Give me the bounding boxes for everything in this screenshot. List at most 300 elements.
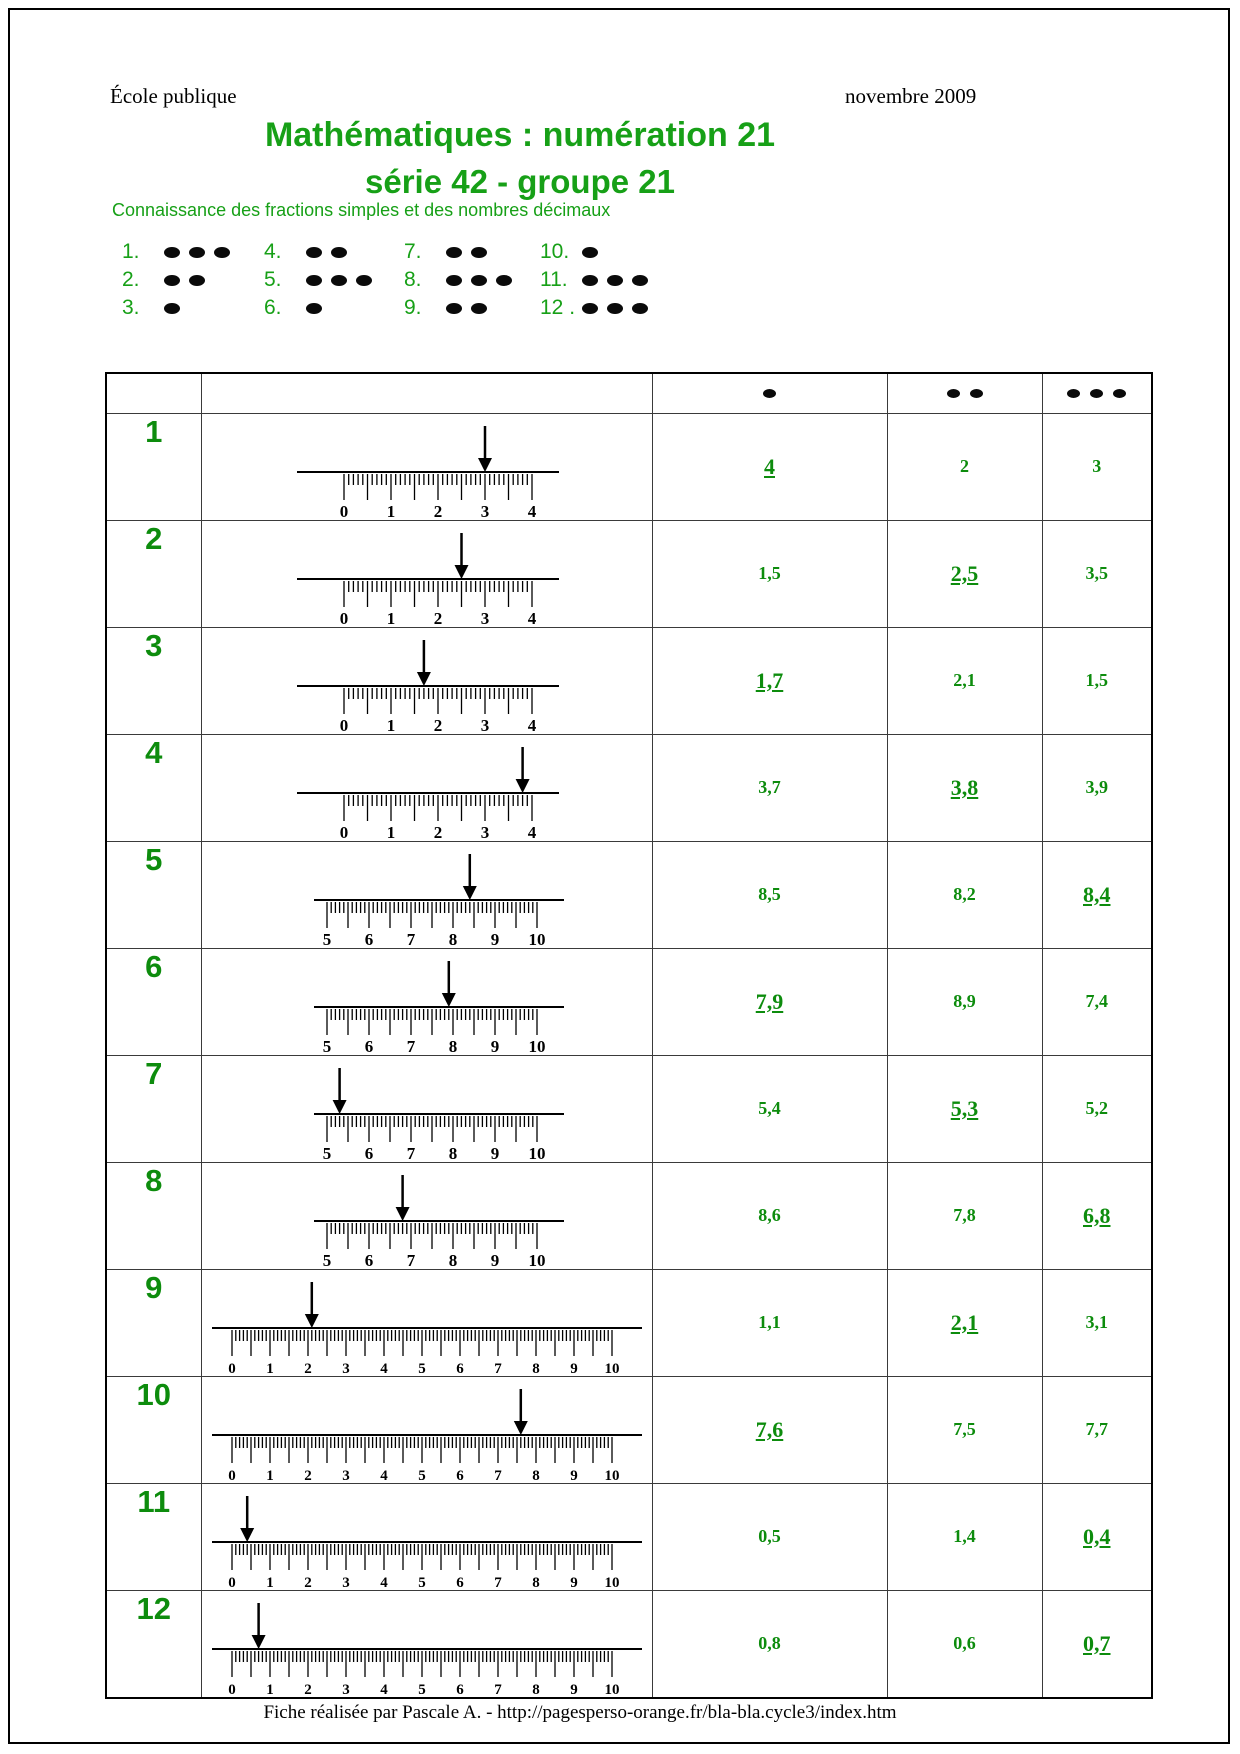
svg-text:6: 6 <box>364 1250 373 1269</box>
dot-icon <box>306 247 322 258</box>
table-row <box>106 1483 1152 1590</box>
table-header-row <box>106 373 1152 413</box>
answer-value: 3,9 <box>1085 777 1108 797</box>
answer-cell <box>652 627 887 734</box>
number-line-cell <box>201 1269 652 1376</box>
table-row <box>106 1376 1152 1483</box>
number-line <box>202 1377 652 1483</box>
answer-cell <box>1042 413 1152 520</box>
row-number: 2 <box>145 520 163 556</box>
number-line-cell <box>201 841 652 948</box>
number-line-cell <box>201 948 652 1055</box>
svg-text:6: 6 <box>455 1467 464 1483</box>
position-arrow <box>513 1389 527 1435</box>
svg-text:3: 3 <box>341 1681 350 1697</box>
svg-text:5: 5 <box>417 1574 426 1590</box>
dot-icon <box>496 275 512 286</box>
dot-icon <box>1113 389 1126 398</box>
answer-cell <box>887 1269 1042 1376</box>
number-line-svg <box>202 1484 652 1590</box>
answer-value: 3,1 <box>1085 1312 1108 1332</box>
dot-icon <box>763 389 776 398</box>
answer-value: 1,5 <box>1085 670 1108 690</box>
answer-cell <box>652 1483 887 1590</box>
svg-text:0: 0 <box>227 1360 236 1376</box>
answer-value: 2,5 <box>950 560 979 586</box>
answer-cell <box>887 1376 1042 1483</box>
svg-text:4: 4 <box>379 1360 388 1376</box>
row-number: 12 <box>136 1590 171 1626</box>
answer-key-item <box>264 266 404 294</box>
key-number: 9. <box>404 296 422 319</box>
answer-value: 0,4 <box>1083 1523 1111 1549</box>
svg-text:7: 7 <box>406 1036 415 1055</box>
number-line-svg <box>202 949 652 1055</box>
dots-group <box>653 389 887 398</box>
row-number-cell <box>106 520 201 627</box>
answer-cell <box>652 1055 887 1162</box>
position-arrow <box>332 1068 346 1114</box>
dot-icon <box>189 275 205 286</box>
svg-text:4: 4 <box>527 822 536 841</box>
svg-text:0: 0 <box>339 501 348 520</box>
dots-group <box>306 303 331 314</box>
answer-value: 8,9 <box>953 991 976 1011</box>
number-line-svg <box>202 735 652 841</box>
dot-icon <box>582 247 598 258</box>
svg-text:2: 2 <box>433 715 442 734</box>
position-arrow <box>416 640 430 686</box>
number-line <box>202 735 652 841</box>
row-number: 7 <box>145 1055 163 1091</box>
svg-text:0: 0 <box>339 822 348 841</box>
svg-text:7: 7 <box>493 1574 502 1590</box>
number-line-cell <box>201 1483 652 1590</box>
answer-value: 3,8 <box>950 774 979 800</box>
svg-text:9: 9 <box>490 929 499 948</box>
header-empty-cell <box>106 373 201 413</box>
svg-text:10: 10 <box>604 1574 619 1590</box>
svg-text:1: 1 <box>265 1360 274 1376</box>
svg-text:0: 0 <box>227 1574 236 1590</box>
dot-icon <box>607 303 623 314</box>
svg-text:1: 1 <box>386 608 395 627</box>
answer-value: 7,8 <box>953 1205 976 1225</box>
header-two-dots-cell <box>887 373 1042 413</box>
row-number-cell <box>106 1269 201 1376</box>
svg-text:10: 10 <box>528 929 545 948</box>
dots-group <box>306 247 356 258</box>
answer-cell <box>652 1590 887 1698</box>
answer-key-item <box>404 238 540 266</box>
answer-cell <box>887 627 1042 734</box>
dots-group <box>582 275 657 286</box>
answer-cell <box>1042 1055 1152 1162</box>
svg-text:5: 5 <box>322 929 331 948</box>
svg-text:7: 7 <box>406 1250 415 1269</box>
answer-value: 6,8 <box>1083 1202 1111 1228</box>
answer-value: 1,1 <box>758 1312 781 1332</box>
position-arrow <box>515 747 529 793</box>
answer-value: 0,5 <box>758 1526 781 1546</box>
header-three-dots-cell <box>1042 373 1152 413</box>
answer-cell <box>887 734 1042 841</box>
svg-text:0: 0 <box>339 608 348 627</box>
number-line-svg <box>202 1056 652 1162</box>
key-number: 7. <box>404 240 422 263</box>
svg-text:8: 8 <box>531 1574 540 1590</box>
key-number: 8. <box>404 268 422 291</box>
answer-value: 8,6 <box>758 1205 781 1225</box>
number-line <box>202 949 652 1055</box>
dot-icon <box>306 303 322 314</box>
svg-text:7: 7 <box>493 1681 502 1697</box>
svg-text:4: 4 <box>379 1574 388 1590</box>
svg-text:6: 6 <box>455 1360 464 1376</box>
svg-text:3: 3 <box>480 608 489 627</box>
svg-text:4: 4 <box>527 501 536 520</box>
svg-text:8: 8 <box>531 1467 540 1483</box>
number-line-cell <box>201 1376 652 1483</box>
table-row <box>106 413 1152 520</box>
answer-value: 7,7 <box>1085 1419 1108 1439</box>
answer-key-item <box>122 266 264 294</box>
answer-cell <box>652 1162 887 1269</box>
svg-text:1: 1 <box>386 715 395 734</box>
answer-key-item <box>540 266 657 294</box>
svg-text:2: 2 <box>303 1360 312 1376</box>
number-line <box>202 521 652 627</box>
answer-key-item <box>264 238 404 266</box>
number-line-svg <box>202 521 652 627</box>
answer-cell <box>652 1376 887 1483</box>
answer-cell <box>652 948 887 1055</box>
svg-text:9: 9 <box>490 1250 499 1269</box>
key-number: 1. <box>122 240 140 263</box>
svg-text:10: 10 <box>604 1360 619 1376</box>
svg-text:9: 9 <box>569 1467 578 1483</box>
svg-text:8: 8 <box>448 1250 457 1269</box>
svg-text:7: 7 <box>406 1143 415 1162</box>
answer-value: 5,2 <box>1085 1098 1108 1118</box>
answer-cell <box>887 1162 1042 1269</box>
dot-icon <box>607 275 623 286</box>
svg-text:0: 0 <box>339 715 348 734</box>
row-number-cell <box>106 627 201 734</box>
number-line <box>202 1270 652 1376</box>
dots-group <box>582 247 607 258</box>
key-number: 6. <box>264 296 282 319</box>
answer-cell <box>1042 734 1152 841</box>
answer-cell <box>887 841 1042 948</box>
position-arrow <box>441 961 455 1007</box>
svg-text:3: 3 <box>480 501 489 520</box>
position-arrow <box>395 1175 409 1221</box>
dot-icon <box>331 247 347 258</box>
dot-icon <box>582 303 598 314</box>
dot-icon <box>471 303 487 314</box>
key-number: 12 . <box>540 296 576 319</box>
svg-text:1: 1 <box>265 1574 274 1590</box>
key-number: 11. <box>540 268 568 291</box>
svg-text:10: 10 <box>604 1681 619 1697</box>
number-line <box>202 1484 652 1590</box>
dot-icon <box>1090 389 1103 398</box>
answer-value: 0,6 <box>953 1633 976 1653</box>
answer-cell <box>887 1483 1042 1590</box>
row-number: 3 <box>145 627 163 663</box>
exercise-table <box>105 372 1153 1699</box>
number-line-cell <box>201 520 652 627</box>
answer-cell <box>1042 841 1152 948</box>
answer-value: 7,4 <box>1085 991 1108 1011</box>
svg-text:9: 9 <box>569 1681 578 1697</box>
date-label: novembre 2009 <box>845 84 977 108</box>
row-number-cell <box>106 1055 201 1162</box>
row-number: 4 <box>145 734 163 770</box>
number-line <box>202 1591 652 1697</box>
number-line-cell <box>201 1590 652 1698</box>
svg-text:5: 5 <box>322 1143 331 1162</box>
number-line <box>202 414 652 520</box>
answer-cell <box>1042 1376 1152 1483</box>
header-empty-cell <box>201 373 652 413</box>
answer-cell <box>887 413 1042 520</box>
svg-text:4: 4 <box>379 1681 388 1697</box>
svg-text:4: 4 <box>379 1467 388 1483</box>
svg-text:6: 6 <box>455 1681 464 1697</box>
number-line-cell <box>201 1162 652 1269</box>
svg-text:8: 8 <box>448 1036 457 1055</box>
dot-icon <box>970 389 983 398</box>
svg-text:2: 2 <box>433 822 442 841</box>
dot-icon <box>356 275 372 286</box>
dot-icon <box>214 247 230 258</box>
answer-value: 8,4 <box>1083 881 1111 907</box>
number-line-svg <box>202 414 652 520</box>
answer-cell <box>652 413 887 520</box>
table-row <box>106 520 1152 627</box>
dot-icon <box>632 303 648 314</box>
dots-group <box>582 303 657 314</box>
position-arrow <box>251 1603 265 1649</box>
answer-cell <box>652 734 887 841</box>
svg-text:1: 1 <box>265 1681 274 1697</box>
dot-icon <box>164 303 180 314</box>
svg-text:8: 8 <box>531 1360 540 1376</box>
row-number: 8 <box>145 1162 163 1198</box>
table-row <box>106 1269 1152 1376</box>
svg-text:7: 7 <box>493 1360 502 1376</box>
svg-text:2: 2 <box>303 1574 312 1590</box>
dot-icon <box>164 247 180 258</box>
key-number: 2. <box>122 268 140 291</box>
svg-text:6: 6 <box>364 1143 373 1162</box>
number-line-svg <box>202 1377 652 1483</box>
svg-text:1: 1 <box>386 501 395 520</box>
svg-text:5: 5 <box>322 1036 331 1055</box>
dot-icon <box>471 275 487 286</box>
answer-cell <box>887 1055 1042 1162</box>
dots-group <box>446 275 521 286</box>
answer-cell <box>887 1590 1042 1698</box>
svg-text:4: 4 <box>527 715 536 734</box>
dots-group <box>164 247 239 258</box>
answer-cell <box>652 1269 887 1376</box>
table-row <box>106 627 1152 734</box>
answer-value: 5,4 <box>758 1098 781 1118</box>
svg-text:8: 8 <box>448 1143 457 1162</box>
key-number: 3. <box>122 296 140 319</box>
svg-text:0: 0 <box>227 1681 236 1697</box>
series-title: série 42 - groupe 21 <box>365 163 675 200</box>
svg-text:5: 5 <box>322 1250 331 1269</box>
svg-text:5: 5 <box>417 1681 426 1697</box>
svg-text:6: 6 <box>364 1036 373 1055</box>
answer-value: 7,5 <box>953 1419 976 1439</box>
svg-text:2: 2 <box>303 1681 312 1697</box>
answer-key-item <box>540 294 657 322</box>
svg-text:10: 10 <box>528 1036 545 1055</box>
row-number: 5 <box>145 841 163 877</box>
number-line-svg <box>202 1270 652 1376</box>
svg-text:3: 3 <box>341 1574 350 1590</box>
row-number-cell <box>106 1590 201 1698</box>
dot-icon <box>446 303 462 314</box>
svg-text:4: 4 <box>527 608 536 627</box>
answer-value: 2,1 <box>953 670 976 690</box>
answer-cell <box>887 520 1042 627</box>
position-arrow <box>478 426 492 472</box>
answer-cell <box>652 841 887 948</box>
row-number: 11 <box>137 1483 171 1519</box>
answer-key-item <box>264 294 404 322</box>
answer-key-item <box>404 266 540 294</box>
dots-group <box>306 275 381 286</box>
svg-text:8: 8 <box>448 929 457 948</box>
footer-credit: Fiche réalisée par Pascale A. - http://pagesperso-orange.fr/bla-bla.cycle3/index.htm <box>263 1702 897 1723</box>
table-row <box>106 1055 1152 1162</box>
number-line-cell <box>201 734 652 841</box>
dots-group <box>164 275 214 286</box>
row-number-cell <box>106 841 201 948</box>
answer-value: 1,7 <box>755 667 784 693</box>
answer-cell <box>887 948 1042 1055</box>
svg-text:9: 9 <box>569 1360 578 1376</box>
row-number-cell <box>106 734 201 841</box>
answer-cell <box>1042 1590 1152 1698</box>
answer-value: 3,5 <box>1085 563 1108 583</box>
key-number: 4. <box>264 240 282 263</box>
number-line-cell <box>201 627 652 734</box>
row-number: 1 <box>145 413 163 449</box>
answer-key-item <box>122 238 264 266</box>
svg-text:10: 10 <box>528 1250 545 1269</box>
svg-text:7: 7 <box>493 1467 502 1483</box>
row-number-cell <box>106 1162 201 1269</box>
dots-group <box>446 247 496 258</box>
key-number: 5. <box>264 268 282 291</box>
dot-icon <box>446 247 462 258</box>
svg-text:7: 7 <box>406 929 415 948</box>
svg-text:9: 9 <box>490 1143 499 1162</box>
school-name: École publique <box>110 84 237 108</box>
dot-icon <box>471 247 487 258</box>
answer-value: 8,5 <box>758 884 781 904</box>
dot-icon <box>582 275 598 286</box>
dots-group <box>164 303 189 314</box>
key-number: 10. <box>540 240 570 263</box>
number-line-svg <box>202 628 652 734</box>
row-number-cell <box>106 948 201 1055</box>
answer-value: 8,2 <box>953 884 976 904</box>
answer-cell <box>1042 1162 1152 1269</box>
dots-group <box>446 303 496 314</box>
dots-group <box>888 389 1042 398</box>
svg-text:6: 6 <box>455 1574 464 1590</box>
svg-text:3: 3 <box>341 1467 350 1483</box>
position-arrow <box>462 854 476 900</box>
table-row <box>106 734 1152 841</box>
answer-cell <box>1042 948 1152 1055</box>
number-line-cell <box>201 1055 652 1162</box>
dot-icon <box>164 275 180 286</box>
answer-key-item <box>540 238 657 266</box>
dot-icon <box>446 275 462 286</box>
answer-value: 2,1 <box>950 1309 979 1335</box>
header-one-dot-cell <box>652 373 887 413</box>
answer-cell <box>1042 1483 1152 1590</box>
dot-icon <box>189 247 205 258</box>
answer-key-item <box>404 294 540 322</box>
answer-value: 2 <box>960 456 969 476</box>
answer-value: 0,8 <box>758 1633 781 1653</box>
svg-text:2: 2 <box>433 501 442 520</box>
row-number-cell <box>106 1483 201 1590</box>
answer-key-item <box>122 294 264 322</box>
svg-text:3: 3 <box>480 822 489 841</box>
svg-text:6: 6 <box>364 929 373 948</box>
table-row <box>106 1162 1152 1269</box>
table-row <box>106 841 1152 948</box>
number-line-svg <box>202 842 652 948</box>
answer-value: 1,5 <box>758 563 781 583</box>
svg-text:3: 3 <box>341 1360 350 1376</box>
number-line <box>202 628 652 734</box>
svg-text:9: 9 <box>490 1036 499 1055</box>
dot-icon <box>1067 389 1080 398</box>
number-line-svg <box>202 1163 652 1269</box>
svg-text:2: 2 <box>303 1467 312 1483</box>
answer-cell <box>1042 1269 1152 1376</box>
svg-text:3: 3 <box>480 715 489 734</box>
number-line <box>202 1163 652 1269</box>
table-row <box>106 948 1152 1055</box>
svg-text:2: 2 <box>433 608 442 627</box>
answer-value: 0,7 <box>1083 1630 1111 1656</box>
dot-icon <box>947 389 960 398</box>
answer-key-list <box>122 238 657 322</box>
dot-icon <box>331 275 347 286</box>
number-line-svg <box>202 1591 652 1697</box>
svg-text:1: 1 <box>265 1467 274 1483</box>
answer-value: 7,6 <box>755 1416 784 1442</box>
svg-text:10: 10 <box>528 1143 545 1162</box>
answer-cell <box>1042 627 1152 734</box>
position-arrow <box>454 533 468 579</box>
dot-icon <box>632 275 648 286</box>
row-number-cell <box>106 413 201 520</box>
